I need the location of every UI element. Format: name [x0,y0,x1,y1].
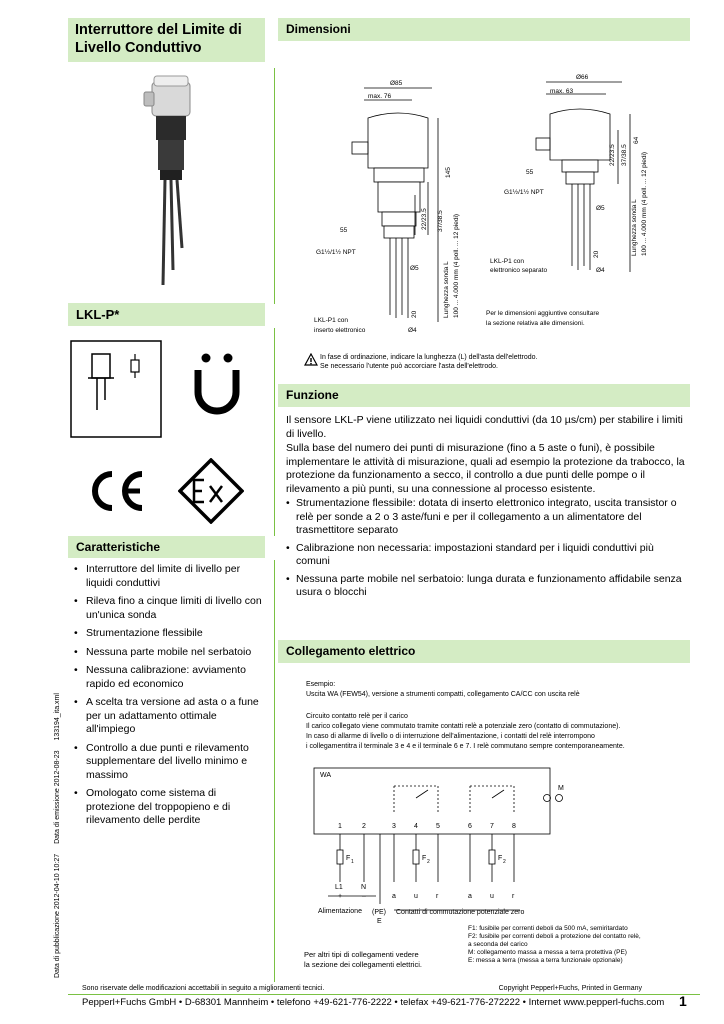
footer-rule [68,994,700,995]
legend-f2: F2: fusibile per correnti deboli a protezione del contatto relè, [468,933,641,940]
dim-right-d4: Ø4 [596,267,605,274]
coll-esempio: Esempio: [306,681,336,688]
footer-copyright: Copyright Pepperl+Fuchs, Printed in Germany [498,985,642,992]
dim-left-range: 100 ... 4.000 mm (4 poll. ... 12 piedi) [453,213,460,318]
terminal-8: 8 [512,823,516,830]
ce-mark-icon [88,468,148,514]
coll-circuito: Circuito contatto relè per il carico [306,713,408,720]
legend-e: E: messa a terra (messa a terra funzionale opzionale) [468,957,623,964]
coll-c3: i collegamentitra il terminale 3 e 4 e il terminale 6 e 7. I relè commutano sempre contemporaneamente. [306,743,625,750]
dim-left-length: Lunghezza sonda L [443,261,450,318]
dim-left-22: 22/23.5 [421,208,428,230]
dim-left-20: 20 [411,310,418,318]
list-item: • A scelta tra versione ad asta o a fune per un adattamento ottimale all'impiego [74,696,267,737]
u-mark-icon [192,352,242,416]
n-label: N [361,884,367,891]
coll-uscita: Uscita WA (FEW54), versione a strumenti compatti, collegamento CA/CC con uscita relè [306,691,580,698]
dim-left-145: 145 [445,167,452,178]
column-divider [274,328,275,536]
dim-note2: la sezione relativa alle dimensioni. [486,320,585,327]
f2b-sub: 2 [503,859,506,865]
r-label-1: r [436,893,439,900]
warning-line1: In fase di ordinazione, indicare la lunghezza (L) dell'asta dell'elettrodo. [320,354,538,361]
terminal-1: 1 [338,823,342,830]
electrode-symbol [70,340,162,438]
column-divider [274,68,275,304]
dim-note1: Per le dimensioni aggiuntive consultare [486,310,600,317]
funzione-p1: Il sensore LKL-P viene utilizzato nei liquidi conduttivi (da 10 µs/cm) per stabilire i limiti di livello. [286,414,683,440]
dim-right-range: 100 ... 4.000 mm (4 poll. ... 12 piedi) [641,151,648,256]
a-label-2: a [468,893,472,900]
terminal-5: 5 [436,823,440,830]
side-metadata [54,685,61,978]
dim-left-37: 37/38.5 [437,210,444,232]
f1-label: F [346,855,351,862]
legend-f1: F1: fusibile per correnti deboli da 500 mA, semiritardato [468,925,628,932]
dim-right-22: 22/23.5 [609,144,616,166]
list-item: • Interruttore del limite di livello per liquidi conduttivi [74,563,267,590]
terminal-7: 7 [490,823,494,830]
funzione-bullet: • Calibrazione non necessaria: impostazioni standard per i liquidi conduttivi più comuni [286,542,686,569]
u-label-1: u [414,893,418,900]
u-label-2: u [490,893,494,900]
section-funzione-header: Funzione [278,384,690,407]
dim-left-d5: Ø5 [410,265,419,272]
altri-line1: Per altri tipi di collegamenti vedere [304,950,419,959]
terminal-4: 4 [414,823,418,830]
list-item: • Strumentazione flessibile [74,627,267,641]
wa-label: WA [320,772,332,779]
minus-label: – [362,893,366,900]
dim-right-55: 55 [526,169,534,176]
dim-right-thread: G1½/1½ NPT [504,189,544,196]
dim-left-d85: Ø85 [390,80,403,87]
legend-m: M: collegamento massa a messa a terra protettiva (PE) [468,949,627,956]
dim-right-caption1: LKL-P1 con [490,258,524,265]
dim-left-thread: G1½/1½ NPT [316,249,356,256]
f2a-sub: 2 [427,859,430,865]
f1-sub: 1 [351,859,354,865]
funzione-body [286,414,686,604]
coll-c1: Il carico collegato viene commutato tramite contatti relè a potenziale zero (contatto di commutazione). [306,723,621,730]
legend-f2b: a seconda del carico [468,941,528,948]
dimension-drawing [278,70,698,340]
a-label-1: a [392,893,396,900]
dim-left-caption1: LKL-P1 con [314,317,348,324]
dim-left-caption2: inserto elettronico [314,327,366,334]
altri-line2: la sezione dei collegamenti elettrici. [304,960,422,969]
plus-label: + [338,893,343,900]
warning-icon [304,353,318,366]
caratteristiche-list [74,563,267,833]
dim-left-max76: max. 76 [368,93,392,100]
publication-date: Data di pubblicazione 2012-04-10 10:27 [54,853,61,978]
dim-left-d4: Ø4 [408,327,417,334]
column-divider [274,560,275,982]
footer-disclaimer: Sono riservate delle modificazioni accettabili in seguito a miglioramenti tecnici. [82,985,325,992]
dim-right-max63: max. 63 [550,88,574,95]
funzione-bullet: • Strumentazione flessibile: dotata di inserto elettronico integrato, uscita transistor o relè per sonde a 2 o 3 aste/funi e per il collegamento a un alimentatore del trasmettitore separato [286,497,686,538]
m-label: M [558,785,564,792]
terminal-6: 6 [468,823,472,830]
list-item: • Controllo a due punti e rilevamento supplementare del livello minimo e massimo [74,742,267,783]
section-dimensioni-header: Dimensioni [278,18,690,41]
funzione-bullet: • Nessuna parte mobile nel serbatoio: lunga durata e funzionamento affidabile senza usura o blocchi [286,573,686,600]
funzione-p2: Sulla base del numero dei punti di misurazione (fino a 5 aste o funi), è possibile implementare le attività di misurazione, quali ad esempio la protezione da trabocco, la protezione da funzionamento a secco, il controllo a due punti delle pompe o il rilevamento a più punti, su una connessione al processo esistente. [286,442,685,495]
pe-label: (PE) [372,909,386,916]
footer-contact: Pepperl+Fuchs GmbH • D-68301 Mannheim • telefono +49-621-776-2222 • telefax +49-621-776-272222 • Internet www.pepperl-fuchs.com [82,997,665,1008]
section-collegamento-header: Collegamento elettrico [278,640,690,663]
coll-c2: In caso di allarme di livello o di interruzione dell'alimentazione, i contatti del relè interrompono [306,733,595,740]
ex-mark-icon [178,458,244,524]
f2a-label: F [422,855,427,862]
wiring-diagram [310,764,580,924]
section-lkl-header: LKL-P* [68,303,265,326]
f2b-label: F [498,855,503,862]
dim-right-caption2: elettronico separato [490,267,548,274]
dim-right-64: 64 [633,136,640,144]
section-caratteristiche-header: Caratteristiche [68,536,265,558]
dim-right-37: 37/38.5 [621,144,628,166]
l1-label: L1 [335,884,343,891]
r-label-2: r [512,893,515,900]
page-number: 1 [679,993,687,1009]
dim-right-d66: Ø66 [576,74,589,81]
page-title: Interruttore del Limite di Livello Conduttivo [68,18,265,62]
list-item: • Nessuna calibrazione: avviamento rapido ed economico [74,664,267,691]
list-item: • Omologato come sistema di protezione del troppopieno e di rilevamento delle perdite [74,787,267,828]
dim-right-length: Lunghezza sonda L [631,199,638,256]
list-item: • Nessuna parte mobile nel serbatoio [74,646,267,660]
list-item: • Rileva fino a cinque limiti di livello con un'unica sonda [74,595,267,622]
alimentazione-label: Alimentazione [318,908,362,915]
contatti-label: Contatti di commutazione potenziale zero [396,909,525,916]
file-name: 133194_ita.xml [54,693,61,741]
dim-right-d5: Ø5 [596,205,605,212]
product-photo [130,70,210,295]
warning-line2: Se necessario l'utente può accorciare l'asta dell'elettrodo. [320,363,498,370]
issue-date: Data di emissione 2012-08-23 [54,750,61,844]
terminal-2: 2 [362,823,366,830]
terminal-3: 3 [392,823,396,830]
dim-right-20: 20 [593,250,600,258]
e-label: E [377,918,382,924]
dim-left-55: 55 [340,227,348,234]
